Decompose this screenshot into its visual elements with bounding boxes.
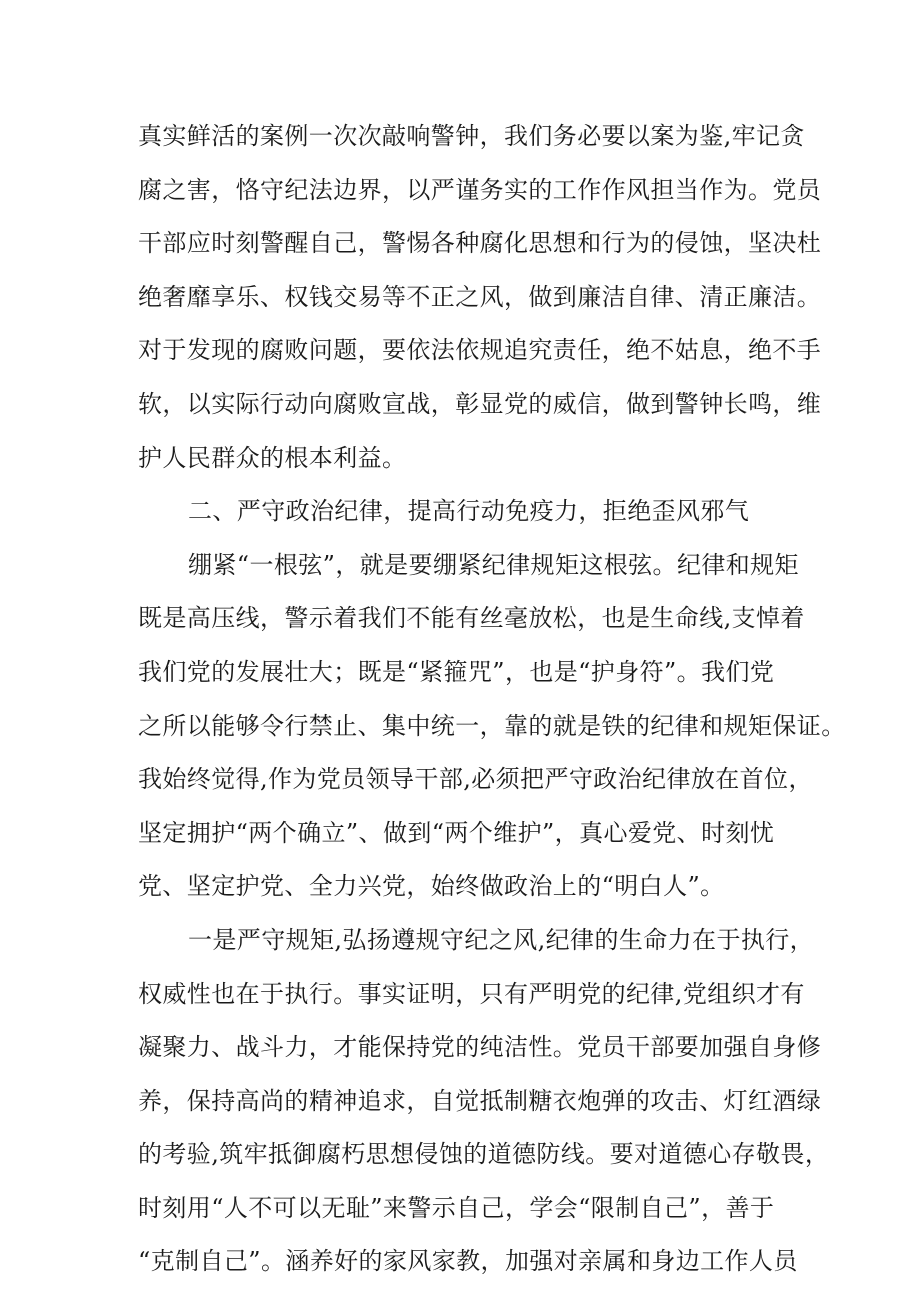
text-line: 我始终觉得,作为党员领导干部,必须把严守政治纪律放在首位，	[138, 765, 813, 794]
text-line: 坚定拥护“两个确立”、做到“两个维护”，真心爱党、时刻忧	[138, 818, 775, 847]
text-line: 一是严守规矩,弘扬遵规守纪之风,纪律的生命力在于执行，	[188, 925, 815, 954]
text-line: 凝聚力、战斗力，才能保持党的纯洁性。党员干部要加强自身修	[138, 1033, 822, 1062]
text-line: 护人民群众的根本利益。	[138, 443, 407, 472]
text-line: 软，以实际行动向腐败宣战，彰显党的威信，做到警钟长鸣，维	[138, 389, 822, 418]
text-line: 的考验,筑牢抵御腐朽思想侵蚀的道德防线。要对道德心存敬畏，	[138, 1140, 830, 1169]
text-line: “克制自己”。涵养好的家风家教，加强对亲属和身边工作人员	[138, 1247, 798, 1276]
text-line: 对于发现的腐败问题，要依法依规追究责任，绝不姑息，绝不手	[138, 336, 822, 365]
text-line: 绷紧“一根弦”，就是要绷紧纪律规矩这根弦。纪律和规矩	[188, 550, 799, 579]
text-line: 真实鲜活的案例一次次敲响警钟，我们务必要以案为鉴,牢记贪	[138, 122, 805, 150]
text-line: 干部应时刻警醒自己，警惕各种腐化思想和行为的侵蚀，坚决杜	[138, 229, 822, 258]
text-line: 我们党的发展壮大；既是“紧箍咒”，也是“护身符”。我们党	[138, 657, 775, 686]
text-line: 党、坚定护党、全力兴党，始终做政治上的“明白人”。	[138, 872, 725, 901]
text-line: 之所以能够令行禁止、集中统一，靠的就是铁的纪律和规矩保证。	[138, 711, 846, 740]
document-body	[138, 110, 846, 1289]
text-line: 既是高压线，警示着我们不能有丝毫放松，也是生命线,支悼着	[138, 604, 805, 633]
text-line: 权威性也在于执行。事实证明，只有严明党的纪律,党组织才有	[138, 979, 805, 1008]
text-line: 腐之害，恪守纪法边界，以严谨务实的工作作风担当作为。党员	[138, 175, 822, 204]
text-line: 养，保持高尚的精神追求，自觉抵制糖衣炮弹的攻击、灯红酒绿	[138, 1086, 822, 1115]
text-line: 二、严守政治纪律，提高行动免疫力，拒绝歪风邪气	[188, 497, 750, 526]
text-line: 绝奢靡享乐、权钱交易等不正之风，做到廉洁自律、清正廉洁。	[138, 282, 822, 311]
text-line: 时刻用“人不可以无耻”来警示自己，学会“限制自己”，善于	[138, 1193, 775, 1222]
